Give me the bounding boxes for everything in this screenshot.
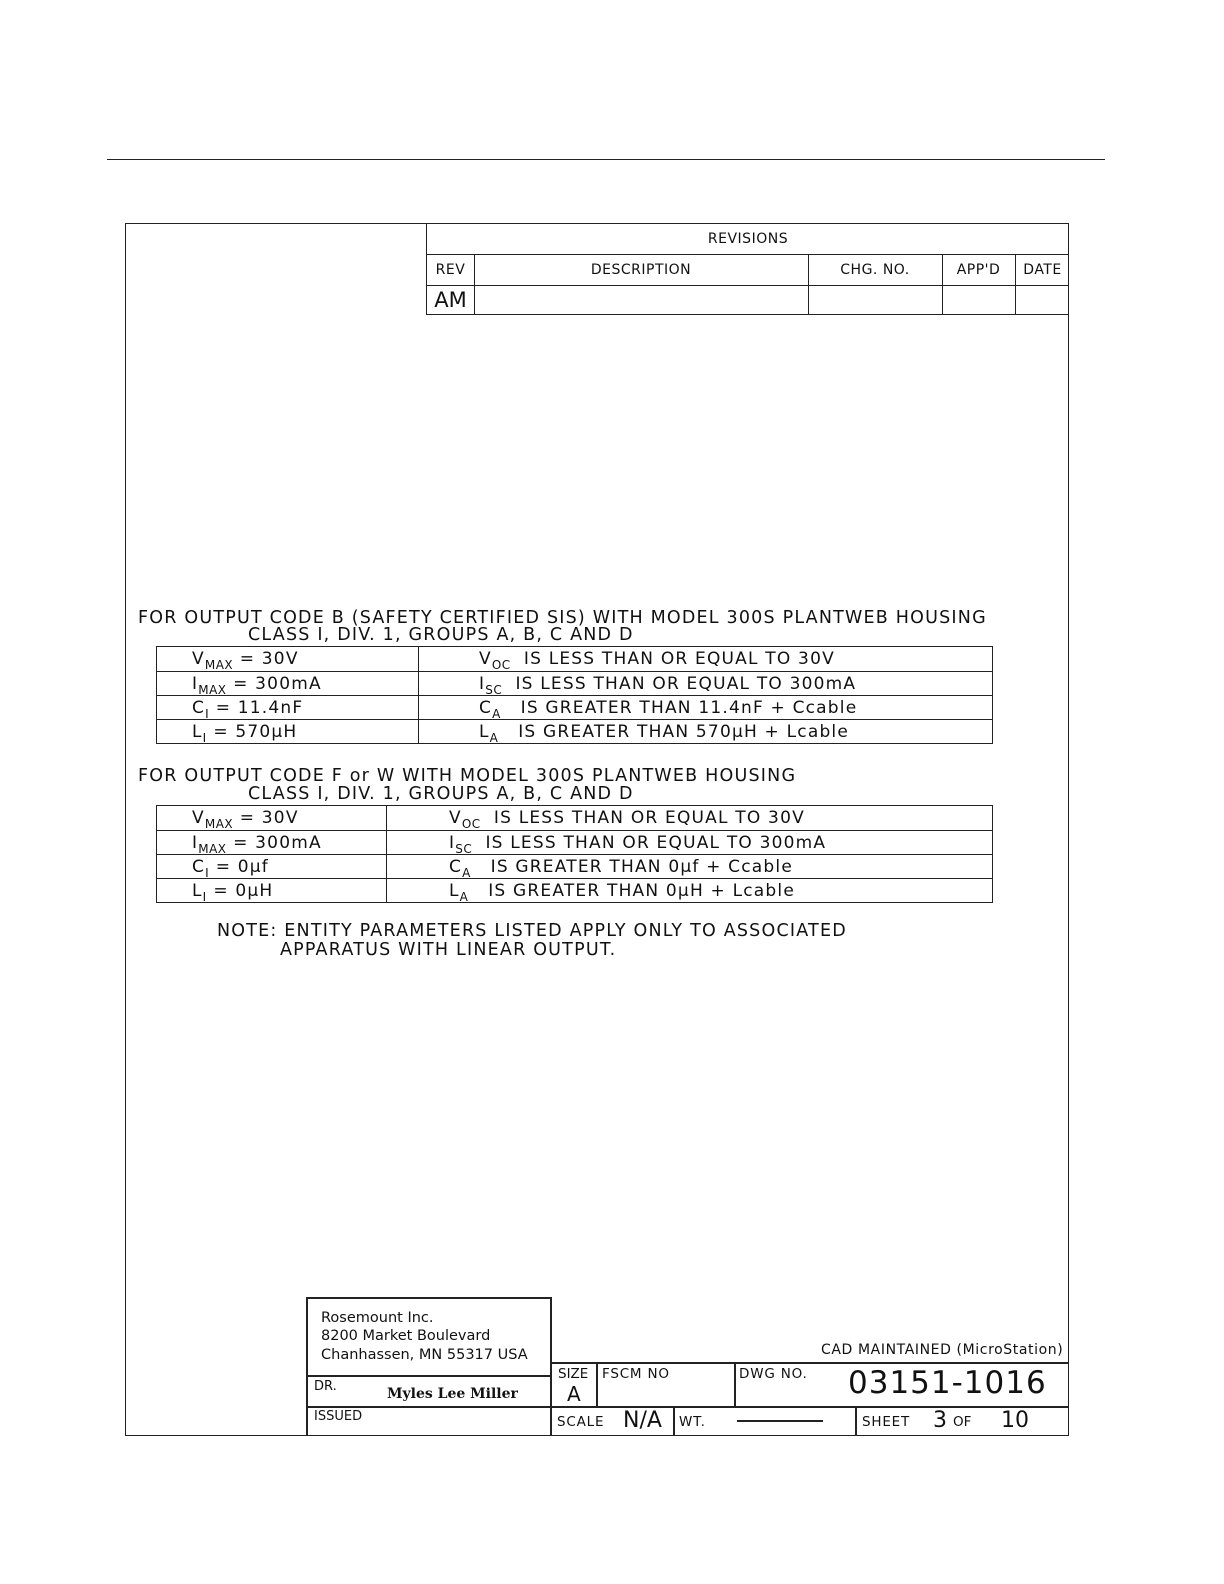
- description-value: [474, 285, 808, 314]
- table-row: $C_I = 11.4nF$ $C_A$ IS GREATER THAN 11.4nF + Ccable: [157, 695, 992, 720]
- company-address2: Chanhassen, MN 55317 USA: [321, 1347, 528, 1363]
- section1-entity-table: [156, 646, 993, 744]
- table-row: $C_I = 0\mu f$ $C_A$ IS GREATER THAN 0μf + Ccable: [157, 854, 992, 879]
- table-row: $V_{MAX} = 30V$ $V_{OC}$ IS LESS THAN OR EQUAL TO 30V: [192, 808, 805, 831]
- date-value: [1015, 285, 1070, 314]
- size-value: A: [567, 1382, 581, 1406]
- wt-label: WT.: [679, 1414, 706, 1430]
- rev-header: REV: [435, 261, 466, 278]
- appd-value: [942, 285, 1015, 314]
- sheet-total: 10: [1001, 1408, 1029, 1433]
- section2-subheading: CLASS I, DIV. 1, GROUPS A, B, C AND D: [248, 784, 634, 804]
- drawn-by-signature: Myles Lee Miller: [387, 1386, 518, 1402]
- size-label: SIZE: [558, 1366, 589, 1382]
- description-header: DESCRIPTION: [590, 261, 692, 278]
- note-line2: APPARATUS WITH LINEAR OUTPUT.: [280, 940, 617, 960]
- table-row: $I_{MAX} = 300mA$ $I_{SC}$ IS LESS THAN OR EQUAL TO 300mA: [157, 830, 992, 855]
- cad-maintained: CAD MAINTAINED (MicroStation): [821, 1342, 1064, 1358]
- chg-no-header: CHG. NO.: [840, 261, 910, 278]
- date-header: DATE: [1023, 261, 1062, 278]
- chg-no-value: [808, 285, 942, 314]
- section1-heading: FOR OUTPUT CODE B (SAFETY CERTIFIED SIS) WITH MODEL 300S PLANTWEB HOUSING: [138, 608, 987, 628]
- fscm-label: FSCM NO: [602, 1366, 670, 1382]
- table-row: $I_{MAX} = 300mA$ $I_{SC}$ IS LESS THAN OR EQUAL TO 300mA: [157, 671, 992, 696]
- section2-heading: FOR OUTPUT CODE F or W WITH MODEL 300S PLANTWEB HOUSING: [138, 766, 797, 786]
- section1-subheading: CLASS I, DIV. 1, GROUPS A, B, C AND D: [248, 625, 634, 645]
- scale-label: SCALE: [557, 1414, 605, 1430]
- sheet-value: 3: [933, 1408, 947, 1433]
- dr-label: DR.: [314, 1379, 337, 1394]
- dwg-no-value: 03151-1016: [848, 1365, 1047, 1401]
- rev-value: AM: [434, 287, 467, 312]
- issued-label: ISSUED: [314, 1409, 363, 1424]
- section2-entity-table: [156, 805, 993, 903]
- table-row: $L_I = 570\mu H$ $L_A$ IS GREATER THAN 570μH + Lcable: [157, 719, 992, 744]
- scale-value: N/A: [623, 1408, 662, 1433]
- table-row: $L_I = 0\mu H$ $L_A$ IS GREATER THAN 0μH + Lcable: [157, 878, 992, 903]
- note-line1: NOTE: ENTITY PARAMETERS LISTED APPLY ONLY TO ASSOCIATED: [217, 921, 847, 941]
- table-row: $V_{MAX} = 30V$ $V_{OC}$ IS LESS THAN OR EQUAL TO 30V: [192, 649, 835, 672]
- appd-header: APP'D: [956, 261, 1001, 278]
- of-label: OF: [953, 1414, 972, 1430]
- sheet-label: SHEET: [862, 1414, 911, 1430]
- company-name: Rosemount Inc.: [321, 1310, 434, 1326]
- revisions-table: [426, 223, 1069, 315]
- dwg-no-label: DWG NO.: [739, 1366, 808, 1382]
- header-rule: [107, 159, 1105, 160]
- revisions-title: REVISIONS: [707, 230, 789, 247]
- company-address1: 8200 Market Boulevard: [321, 1328, 491, 1344]
